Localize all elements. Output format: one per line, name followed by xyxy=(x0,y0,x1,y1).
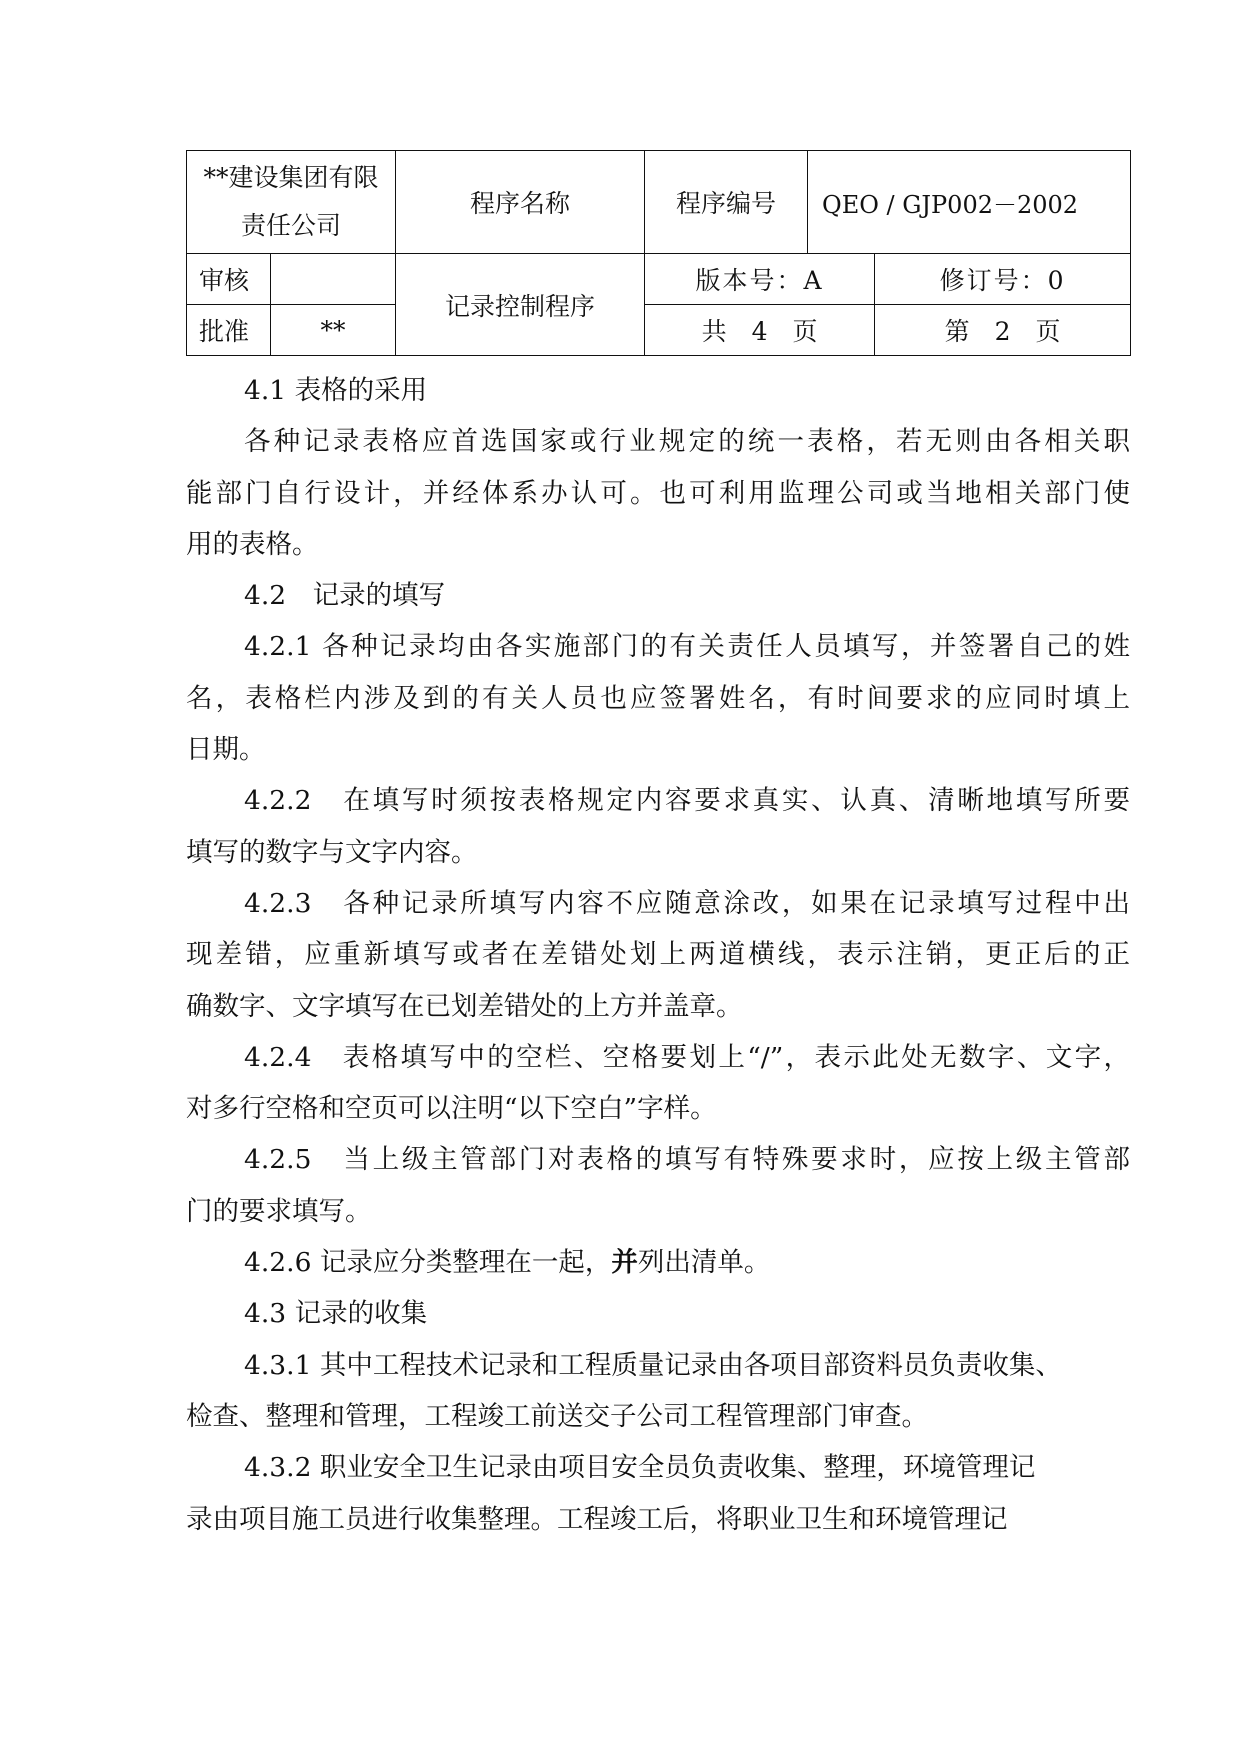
page-number: 第 2 页 xyxy=(875,305,1131,356)
section-4-3-title: 4.3 记录的收集 xyxy=(244,1298,428,1330)
paragraph-4-2-6 xyxy=(186,1237,1146,1288)
document-header-table xyxy=(186,150,1131,356)
program-code: QEO / GJP002－2002 xyxy=(808,151,1131,254)
document-body xyxy=(186,365,1146,1545)
paragraph-line: 现差错，应重新填写或者在差错处划上两道横线，表示注销，更正后的正 xyxy=(186,939,1130,971)
paragraph-line: 4.3.2 职业安全卫生记录由项目安全员负责收集、整理，环境管理记 xyxy=(244,1452,1036,1484)
paragraph-line: 名，表格栏内涉及到的有关人员也应签署姓名，有时间要求的应同时填上 xyxy=(186,682,1130,714)
paragraph-line: 对多行空格和空页可以注明“以下空白”字样。 xyxy=(186,1093,717,1125)
program-name-label: 程序名称 xyxy=(396,151,645,254)
paragraph-line: 4.2.2 在填写时须按表格规定内容要求真实、认真、清晰地填写所要 xyxy=(244,785,1130,817)
paragraph-line: 录由项目施工员进行收集整理。工程竣工后，将职业卫生和环境管理记 xyxy=(186,1503,1008,1535)
paragraph-line: 4.2.5 当上级主管部门对表格的填写有特殊要求时，应按上级主管部 xyxy=(244,1144,1130,1176)
section-4-2-title: 4.2 记录的填写 xyxy=(244,580,446,612)
paragraph-text: 列出清单。 xyxy=(637,1247,771,1279)
revision-number: 修订号：0 xyxy=(875,254,1131,305)
paragraph-line: 4.2.4 表格填写中的空栏、空格要划上“/”，表示此处无数字、文字， xyxy=(244,1041,1130,1073)
version-number: 版本号：A xyxy=(645,254,875,305)
paragraph-line: 门的要求填写。 xyxy=(186,1195,372,1227)
program-title: 记录控制程序 xyxy=(396,254,645,356)
review-value xyxy=(271,254,396,305)
bold-character: 并 xyxy=(611,1247,638,1279)
paragraph-line: 检查、整理和管理，工程竣工前送交子公司工程管理部门审查。 xyxy=(186,1400,928,1432)
approve-value: ** xyxy=(271,305,396,356)
paragraph-line: 确数字、文字填写在已划差错处的上方并盖章。 xyxy=(186,990,743,1022)
company-name-cell xyxy=(187,151,396,254)
paragraph-line: 4.2.1 各种记录均由各实施部门的有关责任人员填写，并签署自己的姓 xyxy=(244,631,1130,663)
company-name-line2: 责任公司 xyxy=(241,211,342,240)
paragraph-line: 填写的数字与文字内容。 xyxy=(186,836,478,868)
paragraph-line: 4.2.3 各种记录所填写内容不应随意涂改，如果在记录填写过程中出 xyxy=(244,887,1130,919)
paragraph-line: 日期。 xyxy=(186,734,266,766)
review-label: 审核 xyxy=(187,254,271,305)
paragraph-line: 各种记录表格应首选国家或行业规定的统一表格，若无则由各相关职 xyxy=(244,426,1130,458)
section-4-1-title: 4.1 表格的采用 xyxy=(244,375,428,406)
total-pages: 共 4 页 xyxy=(645,305,875,356)
approve-label: 批准 xyxy=(187,305,271,356)
program-code-label: 程序编号 xyxy=(645,151,808,254)
paragraph-line: 能部门自行设计，并经体系办认可。也可利用监理公司或当地相关部门使 xyxy=(186,477,1130,509)
paragraph-text: 4.2.6 记录应分类整理在一起， xyxy=(244,1247,612,1279)
paragraph-line: 4.3.1 其中工程技术记录和工程质量记录由各项目部资料员负责收集、 xyxy=(244,1349,1062,1381)
paragraph-line: 用的表格。 xyxy=(186,528,319,560)
company-name-line1: **建设集团有限 xyxy=(203,163,379,192)
